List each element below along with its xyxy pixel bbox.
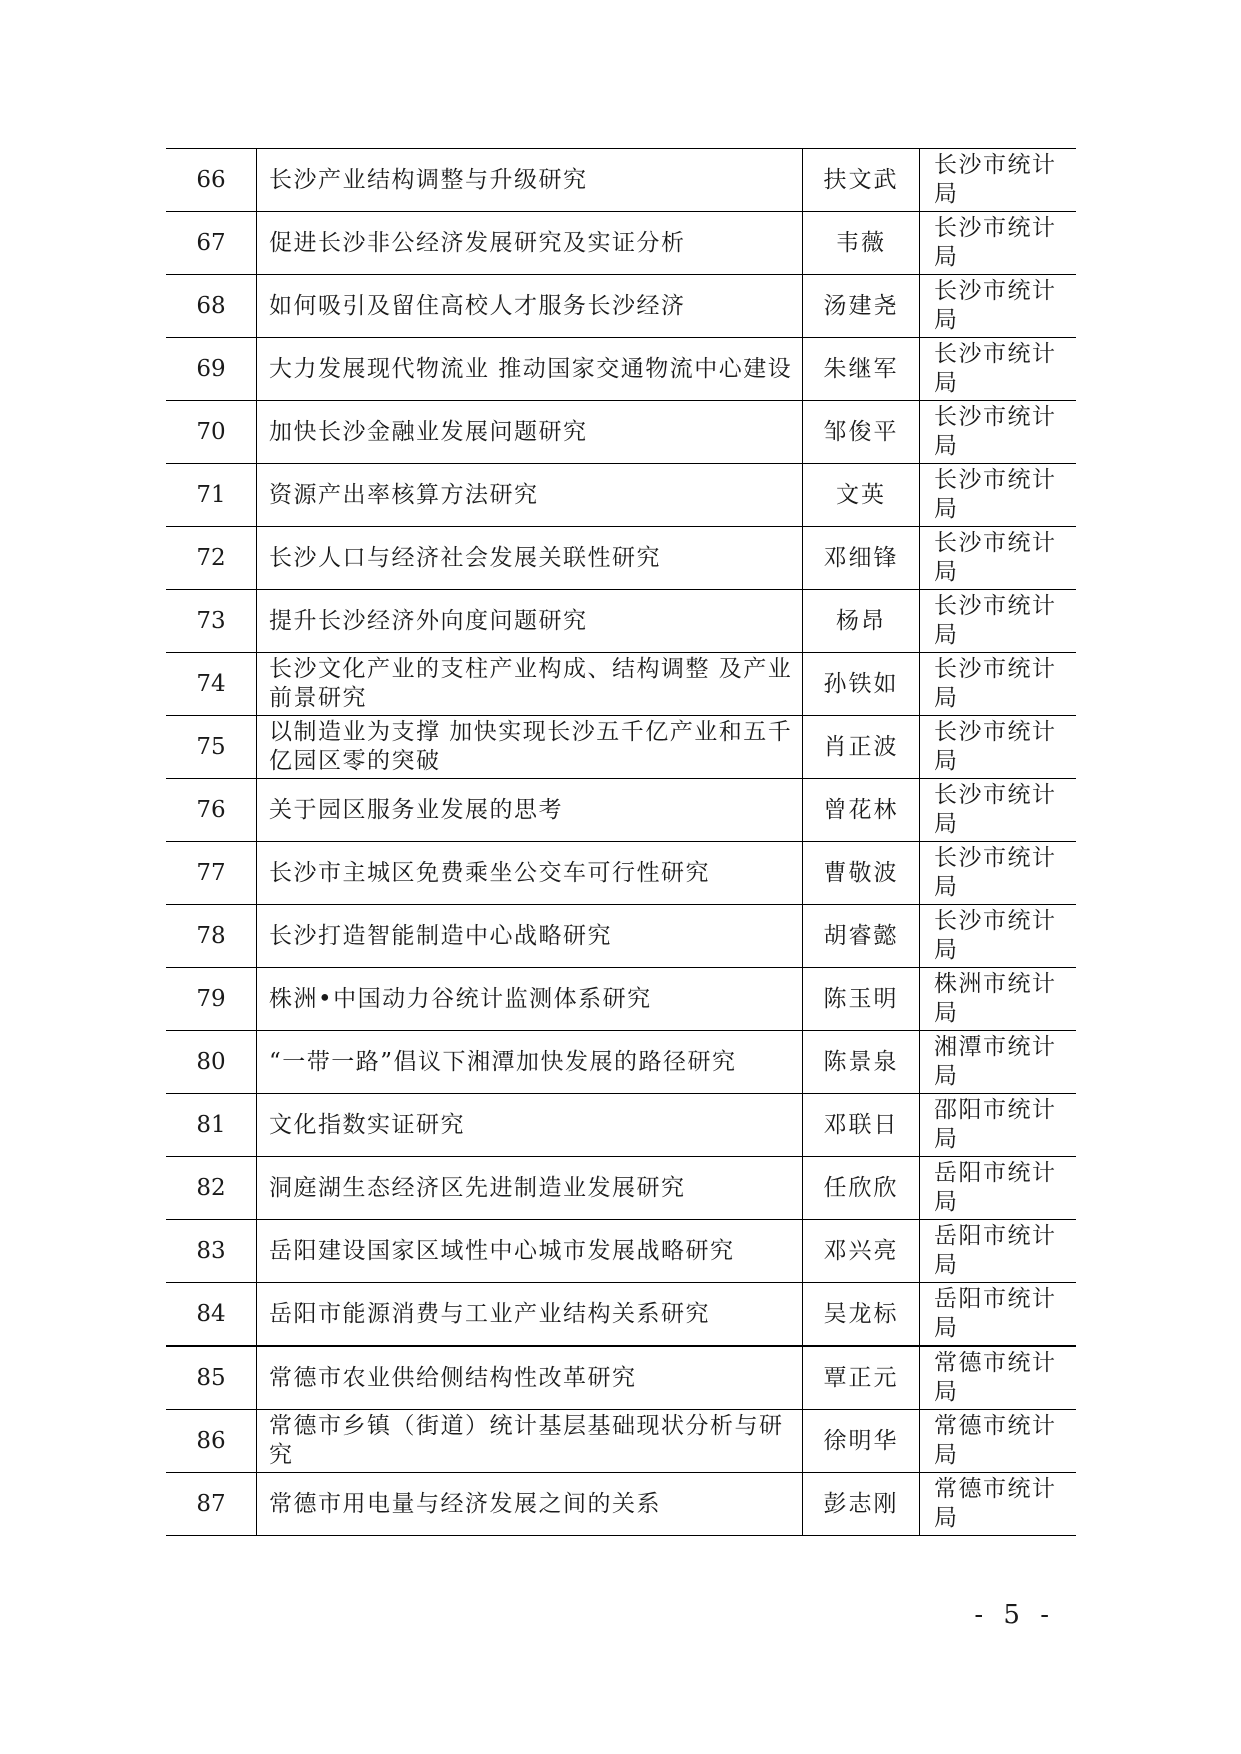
row-number: 67 bbox=[166, 212, 257, 275]
table-row bbox=[166, 275, 1076, 338]
row-author: 邓联日 bbox=[803, 1094, 920, 1157]
row-author: 曹敬波 bbox=[803, 842, 920, 905]
row-number: 75 bbox=[166, 716, 257, 779]
row-author: 孙铁如 bbox=[803, 653, 920, 716]
row-organization: 岳阳市统计局 bbox=[920, 1157, 1077, 1220]
table-row bbox=[166, 1473, 1076, 1536]
row-number: 80 bbox=[166, 1031, 257, 1094]
row-organization: 长沙市统计局 bbox=[920, 905, 1077, 968]
row-author: 胡睿懿 bbox=[803, 905, 920, 968]
row-number: 68 bbox=[166, 275, 257, 338]
row-author: 朱继军 bbox=[803, 338, 920, 401]
row-organization: 长沙市统计局 bbox=[920, 842, 1077, 905]
table-row bbox=[166, 779, 1076, 842]
row-organization: 岳阳市统计局 bbox=[920, 1220, 1077, 1283]
row-author: 肖正波 bbox=[803, 716, 920, 779]
row-number: 77 bbox=[166, 842, 257, 905]
row-author: 邹俊平 bbox=[803, 401, 920, 464]
row-author: 曾花林 bbox=[803, 779, 920, 842]
row-number: 76 bbox=[166, 779, 257, 842]
row-title: 株洲•中国动力谷统计监测体系研究 bbox=[257, 968, 803, 1031]
row-title: 资源产出率核算方法研究 bbox=[257, 464, 803, 527]
row-organization: 长沙市统计局 bbox=[920, 779, 1077, 842]
row-organization: 常德市统计局 bbox=[920, 1346, 1077, 1410]
row-number: 82 bbox=[166, 1157, 257, 1220]
row-organization: 长沙市统计局 bbox=[920, 653, 1077, 716]
row-organization: 长沙市统计局 bbox=[920, 275, 1077, 338]
row-title: 如何吸引及留住高校人才服务长沙经济 bbox=[257, 275, 803, 338]
table-row bbox=[166, 1410, 1076, 1473]
table-row bbox=[166, 527, 1076, 590]
table-row bbox=[166, 1031, 1076, 1094]
table-row bbox=[166, 401, 1076, 464]
row-author: 任欣欣 bbox=[803, 1157, 920, 1220]
row-organization: 株洲市统计局 bbox=[920, 968, 1077, 1031]
row-title: 关于园区服务业发展的思考 bbox=[257, 779, 803, 842]
row-title: “一带一路”倡议下湘潭加快发展的路径研究 bbox=[257, 1031, 803, 1094]
row-author: 邓细锋 bbox=[803, 527, 920, 590]
table-row bbox=[166, 1283, 1076, 1347]
row-number: 70 bbox=[166, 401, 257, 464]
row-author: 覃正元 bbox=[803, 1346, 920, 1410]
row-title: 以制造业为支撑 加快实现长沙五千亿产业和五千亿园区零的突破 bbox=[257, 716, 803, 779]
row-title: 文化指数实证研究 bbox=[257, 1094, 803, 1157]
row-organization: 长沙市统计局 bbox=[920, 401, 1077, 464]
table-row bbox=[166, 464, 1076, 527]
table-row bbox=[166, 149, 1076, 212]
row-title: 长沙打造智能制造中心战略研究 bbox=[257, 905, 803, 968]
row-author: 韦薇 bbox=[803, 212, 920, 275]
row-title: 长沙市主城区免费乘坐公交车可行性研究 bbox=[257, 842, 803, 905]
table-row bbox=[166, 590, 1076, 653]
row-number: 84 bbox=[166, 1283, 257, 1347]
row-title: 常德市用电量与经济发展之间的关系 bbox=[257, 1473, 803, 1536]
row-title: 长沙产业结构调整与升级研究 bbox=[257, 149, 803, 212]
row-organization: 常德市统计局 bbox=[920, 1473, 1077, 1536]
row-title: 长沙文化产业的支柱产业构成、结构调整 及产业前景研究 bbox=[257, 653, 803, 716]
row-author: 杨昂 bbox=[803, 590, 920, 653]
row-number: 79 bbox=[166, 968, 257, 1031]
row-title: 促进长沙非公经济发展研究及实证分析 bbox=[257, 212, 803, 275]
row-title: 常德市农业供给侧结构性改革研究 bbox=[257, 1346, 803, 1410]
row-organization: 湘潭市统计局 bbox=[920, 1031, 1077, 1094]
table-row bbox=[166, 905, 1076, 968]
row-number: 73 bbox=[166, 590, 257, 653]
row-organization: 长沙市统计局 bbox=[920, 590, 1077, 653]
row-organization: 岳阳市统计局 bbox=[920, 1283, 1077, 1347]
row-author: 徐明华 bbox=[803, 1410, 920, 1473]
table-row bbox=[166, 968, 1076, 1031]
row-author: 彭志刚 bbox=[803, 1473, 920, 1536]
row-author: 邓兴亮 bbox=[803, 1220, 920, 1283]
table-row bbox=[166, 338, 1076, 401]
table-row bbox=[166, 653, 1076, 716]
row-organization: 长沙市统计局 bbox=[920, 212, 1077, 275]
table-row bbox=[166, 716, 1076, 779]
row-title: 长沙人口与经济社会发展关联性研究 bbox=[257, 527, 803, 590]
row-number: 81 bbox=[166, 1094, 257, 1157]
row-number: 83 bbox=[166, 1220, 257, 1283]
row-title: 大力发展现代物流业 推动国家交通物流中心建设 bbox=[257, 338, 803, 401]
research-topics-table bbox=[166, 148, 1076, 1536]
table-row bbox=[166, 1094, 1076, 1157]
row-title: 常德市乡镇（街道）统计基层基础现状分析与研究 bbox=[257, 1410, 803, 1473]
row-organization: 长沙市统计局 bbox=[920, 527, 1077, 590]
row-organization: 长沙市统计局 bbox=[920, 716, 1077, 779]
row-number: 72 bbox=[166, 527, 257, 590]
row-organization: 长沙市统计局 bbox=[920, 338, 1077, 401]
row-number: 69 bbox=[166, 338, 257, 401]
row-number: 78 bbox=[166, 905, 257, 968]
row-number: 71 bbox=[166, 464, 257, 527]
row-number: 74 bbox=[166, 653, 257, 716]
row-organization: 长沙市统计局 bbox=[920, 464, 1077, 527]
table-row bbox=[166, 1220, 1076, 1283]
row-number: 87 bbox=[166, 1473, 257, 1536]
row-author: 陈玉明 bbox=[803, 968, 920, 1031]
row-title: 提升长沙经济外向度问题研究 bbox=[257, 590, 803, 653]
table-row bbox=[166, 842, 1076, 905]
row-author: 吴龙标 bbox=[803, 1283, 920, 1347]
table-row bbox=[166, 1157, 1076, 1220]
row-author: 扶文武 bbox=[803, 149, 920, 212]
row-author: 文英 bbox=[803, 464, 920, 527]
row-title: 岳阳市能源消费与工业产业结构关系研究 bbox=[257, 1283, 803, 1347]
row-organization: 邵阳市统计局 bbox=[920, 1094, 1077, 1157]
row-title: 加快长沙金融业发展问题研究 bbox=[257, 401, 803, 464]
row-author: 汤建尧 bbox=[803, 275, 920, 338]
page-number: - 5 - bbox=[974, 1600, 1055, 1630]
row-number: 66 bbox=[166, 149, 257, 212]
row-number: 85 bbox=[166, 1346, 257, 1410]
row-organization: 常德市统计局 bbox=[920, 1410, 1077, 1473]
row-author: 陈景泉 bbox=[803, 1031, 920, 1094]
row-organization: 长沙市统计局 bbox=[920, 149, 1077, 212]
table-row bbox=[166, 1346, 1076, 1410]
table-body bbox=[166, 149, 1076, 1536]
table-row bbox=[166, 212, 1076, 275]
row-title: 洞庭湖生态经济区先进制造业发展研究 bbox=[257, 1157, 803, 1220]
row-title: 岳阳建设国家区域性中心城市发展战略研究 bbox=[257, 1220, 803, 1283]
row-number: 86 bbox=[166, 1410, 257, 1473]
